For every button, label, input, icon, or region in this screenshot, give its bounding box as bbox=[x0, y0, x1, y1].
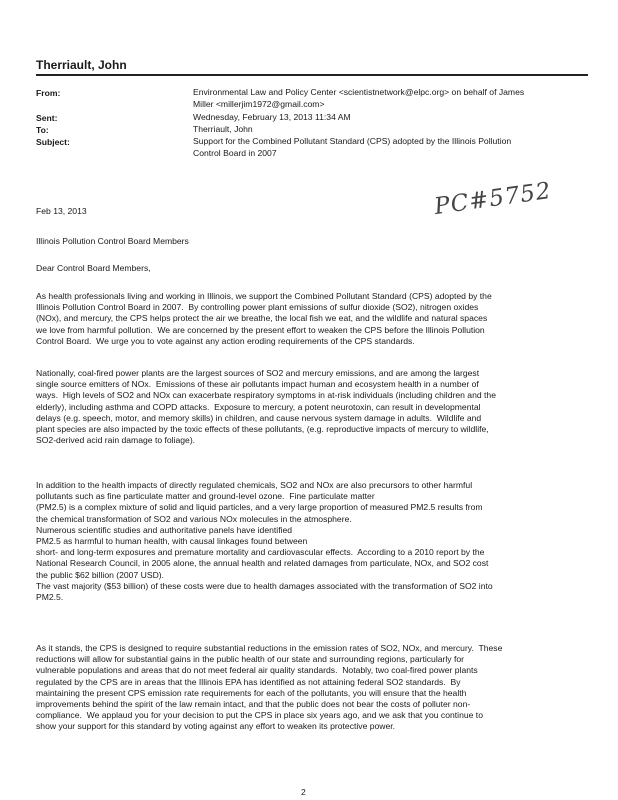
letter-date: Feb 13, 2013 bbox=[36, 206, 87, 216]
paragraph-line: (NOx), and mercury, the CPS helps protect the air we breathe, the local fish we eat, and the wildlife and natural spaces bbox=[36, 313, 488, 324]
paragraph-line: single source emitters of NOx. Emissions of these air pollutants impact human and ecosystem health in a number of bbox=[36, 379, 479, 390]
paragraph-line: In addition to the health impacts of directly regulated chemicals, SO2 and NOx are also precursors to other harmful bbox=[36, 480, 473, 490]
paragraph-line: As it stands, the CPS is designed to require substantial reductions in the emission rates of SO2, NOx, and mercury. These bbox=[36, 643, 503, 653]
paragraph-line: reductions will allow for substantial gains in the public health of our state and surrounding regions, particularly for bbox=[36, 654, 465, 665]
paragraph-line: Numerous scientific studies and authoritative panels have identified bbox=[36, 524, 293, 535]
header-divider bbox=[36, 74, 588, 76]
paragraph-line: Illinois Pollution Control Board in 2007. By controlling power plant emissions of sulfur dioxide (SO2), nitrogen oxides bbox=[36, 302, 479, 313]
from-value-line: Environmental Law and Policy Center <scientistnetwork@elpc.org> on behalf of James bbox=[193, 87, 525, 97]
subject-value bbox=[193, 136, 573, 159]
paragraph-line: the public $62 billion (2007 USD). bbox=[36, 569, 165, 580]
paragraph-line: plant species are also impacted by the toxic effects of these pollutants, (e.g. reproductive impacts of mercury to wildlife, bbox=[36, 424, 489, 434]
paragraph-line: elderly), including asthma and COPD attacks. Exposure to mercury, a potent neurotoxin, can result in developmental bbox=[36, 401, 481, 412]
paragraph-line: SO2-derived acid rain damage to foliage). bbox=[36, 435, 196, 446]
paragraph-line: improvements behind the spirit of the law remain intact, and that the public does not bear the costs of polluter non- bbox=[36, 699, 471, 709]
paragraph-line: regulated by the CPS are in areas that the Illinois EPA has identified as not attaining federal SO2 standards. By bbox=[36, 676, 461, 687]
to-value: Therriault, John bbox=[193, 124, 253, 134]
paragraph-line: Control Board. We urge you to vote against any action eroding requirements of the CPS standards. bbox=[36, 335, 415, 346]
paragraph-line: compliance. We applaud you for your decision to put the CPS in place six years ago, and we ask that you continue to bbox=[36, 710, 483, 721]
from-label: From: bbox=[36, 88, 61, 98]
paragraph-line: the chemical transformation of SO2 and various NOx molecules in the atmosphere. bbox=[36, 513, 352, 524]
paragraph-line: vulnerable populations and areas that do not meet federal air quality standards. Notably, two coal-fired power plants bbox=[36, 665, 478, 676]
subject-value-line: Support for the Combined Pollutant Standard (CPS) adopted by the Illinois Pollution bbox=[193, 136, 512, 146]
paragraph-line: we love from harmful pollution. We are concerned by the present effort to weaken the CPS before the Illinois Pollution bbox=[36, 324, 485, 335]
letter-addressee: Illinois Pollution Control Board Members bbox=[36, 236, 189, 246]
from-value bbox=[193, 87, 573, 110]
subject-label: Subject: bbox=[36, 137, 70, 147]
letter-salutation: Dear Control Board Members, bbox=[36, 263, 151, 273]
paragraph-line: delays (e.g. speech, motor, and memory skills) in children, and cause nervous system damage in adults. Wildlife and bbox=[36, 412, 482, 423]
to-label: To: bbox=[36, 125, 49, 135]
subject-value-line: Control Board in 2007 bbox=[193, 147, 277, 158]
sent-value: Wednesday, February 13, 2013 11:34 AM bbox=[193, 112, 351, 122]
paragraph-line: short- and long-term exposures and premature mortality and cardiovascular effects. According to a 2010 report by the bbox=[36, 547, 485, 558]
paragraph-line: Nationally, coal-fired power plants are the largest sources of SO2 and mercury emissions, and are among the largest bbox=[36, 368, 480, 378]
paragraph-line: ways. High levels of SO2 and NOx can exacerbate respiratory symptoms in at-risk individuals (including children and the bbox=[36, 390, 496, 401]
paragraph-line: maintaining the present CPS emission rate requirements for each of the pollutants, you will ensure that the health bbox=[36, 687, 467, 698]
paragraph-line: The vast majority ($53 billion) of these costs were due to health damages associated with the transformation of SO2 into bbox=[36, 580, 493, 591]
paragraph-line: pollutants such as fine particulate matter and ground-level ozone. Fine particulate matter bbox=[36, 491, 375, 502]
paragraph-line: National Research Council, in 2005 alone, the annual health and related damages from particulate, NOx, and SO2 cost bbox=[36, 558, 489, 569]
from-value-line: Miller <millerjim1972@gmail.com> bbox=[193, 98, 325, 109]
handwritten-stamp: PC#5752 bbox=[432, 177, 554, 221]
paragraph-line: PM2.5. bbox=[36, 592, 64, 602]
page-number: 2 bbox=[301, 787, 306, 797]
paragraph-line: (PM2.5) is a complex mixture of solid and liquid particles, and a very large proportion of measured PM2.5 results from bbox=[36, 502, 483, 513]
paragraph-line: As health professionals living and working in Illinois, we support the Combined Pollutant Standard (CPS) adopted by the bbox=[36, 291, 492, 301]
paragraph-line: show your support for this standard by voting against any effort to weaken its protective power. bbox=[36, 721, 396, 732]
paragraph-line: PM2.5 as harmful to human health, with causal linkages found between bbox=[36, 536, 308, 546]
sender-name: Therriault, John bbox=[36, 58, 127, 72]
sent-label: Sent: bbox=[36, 113, 58, 123]
